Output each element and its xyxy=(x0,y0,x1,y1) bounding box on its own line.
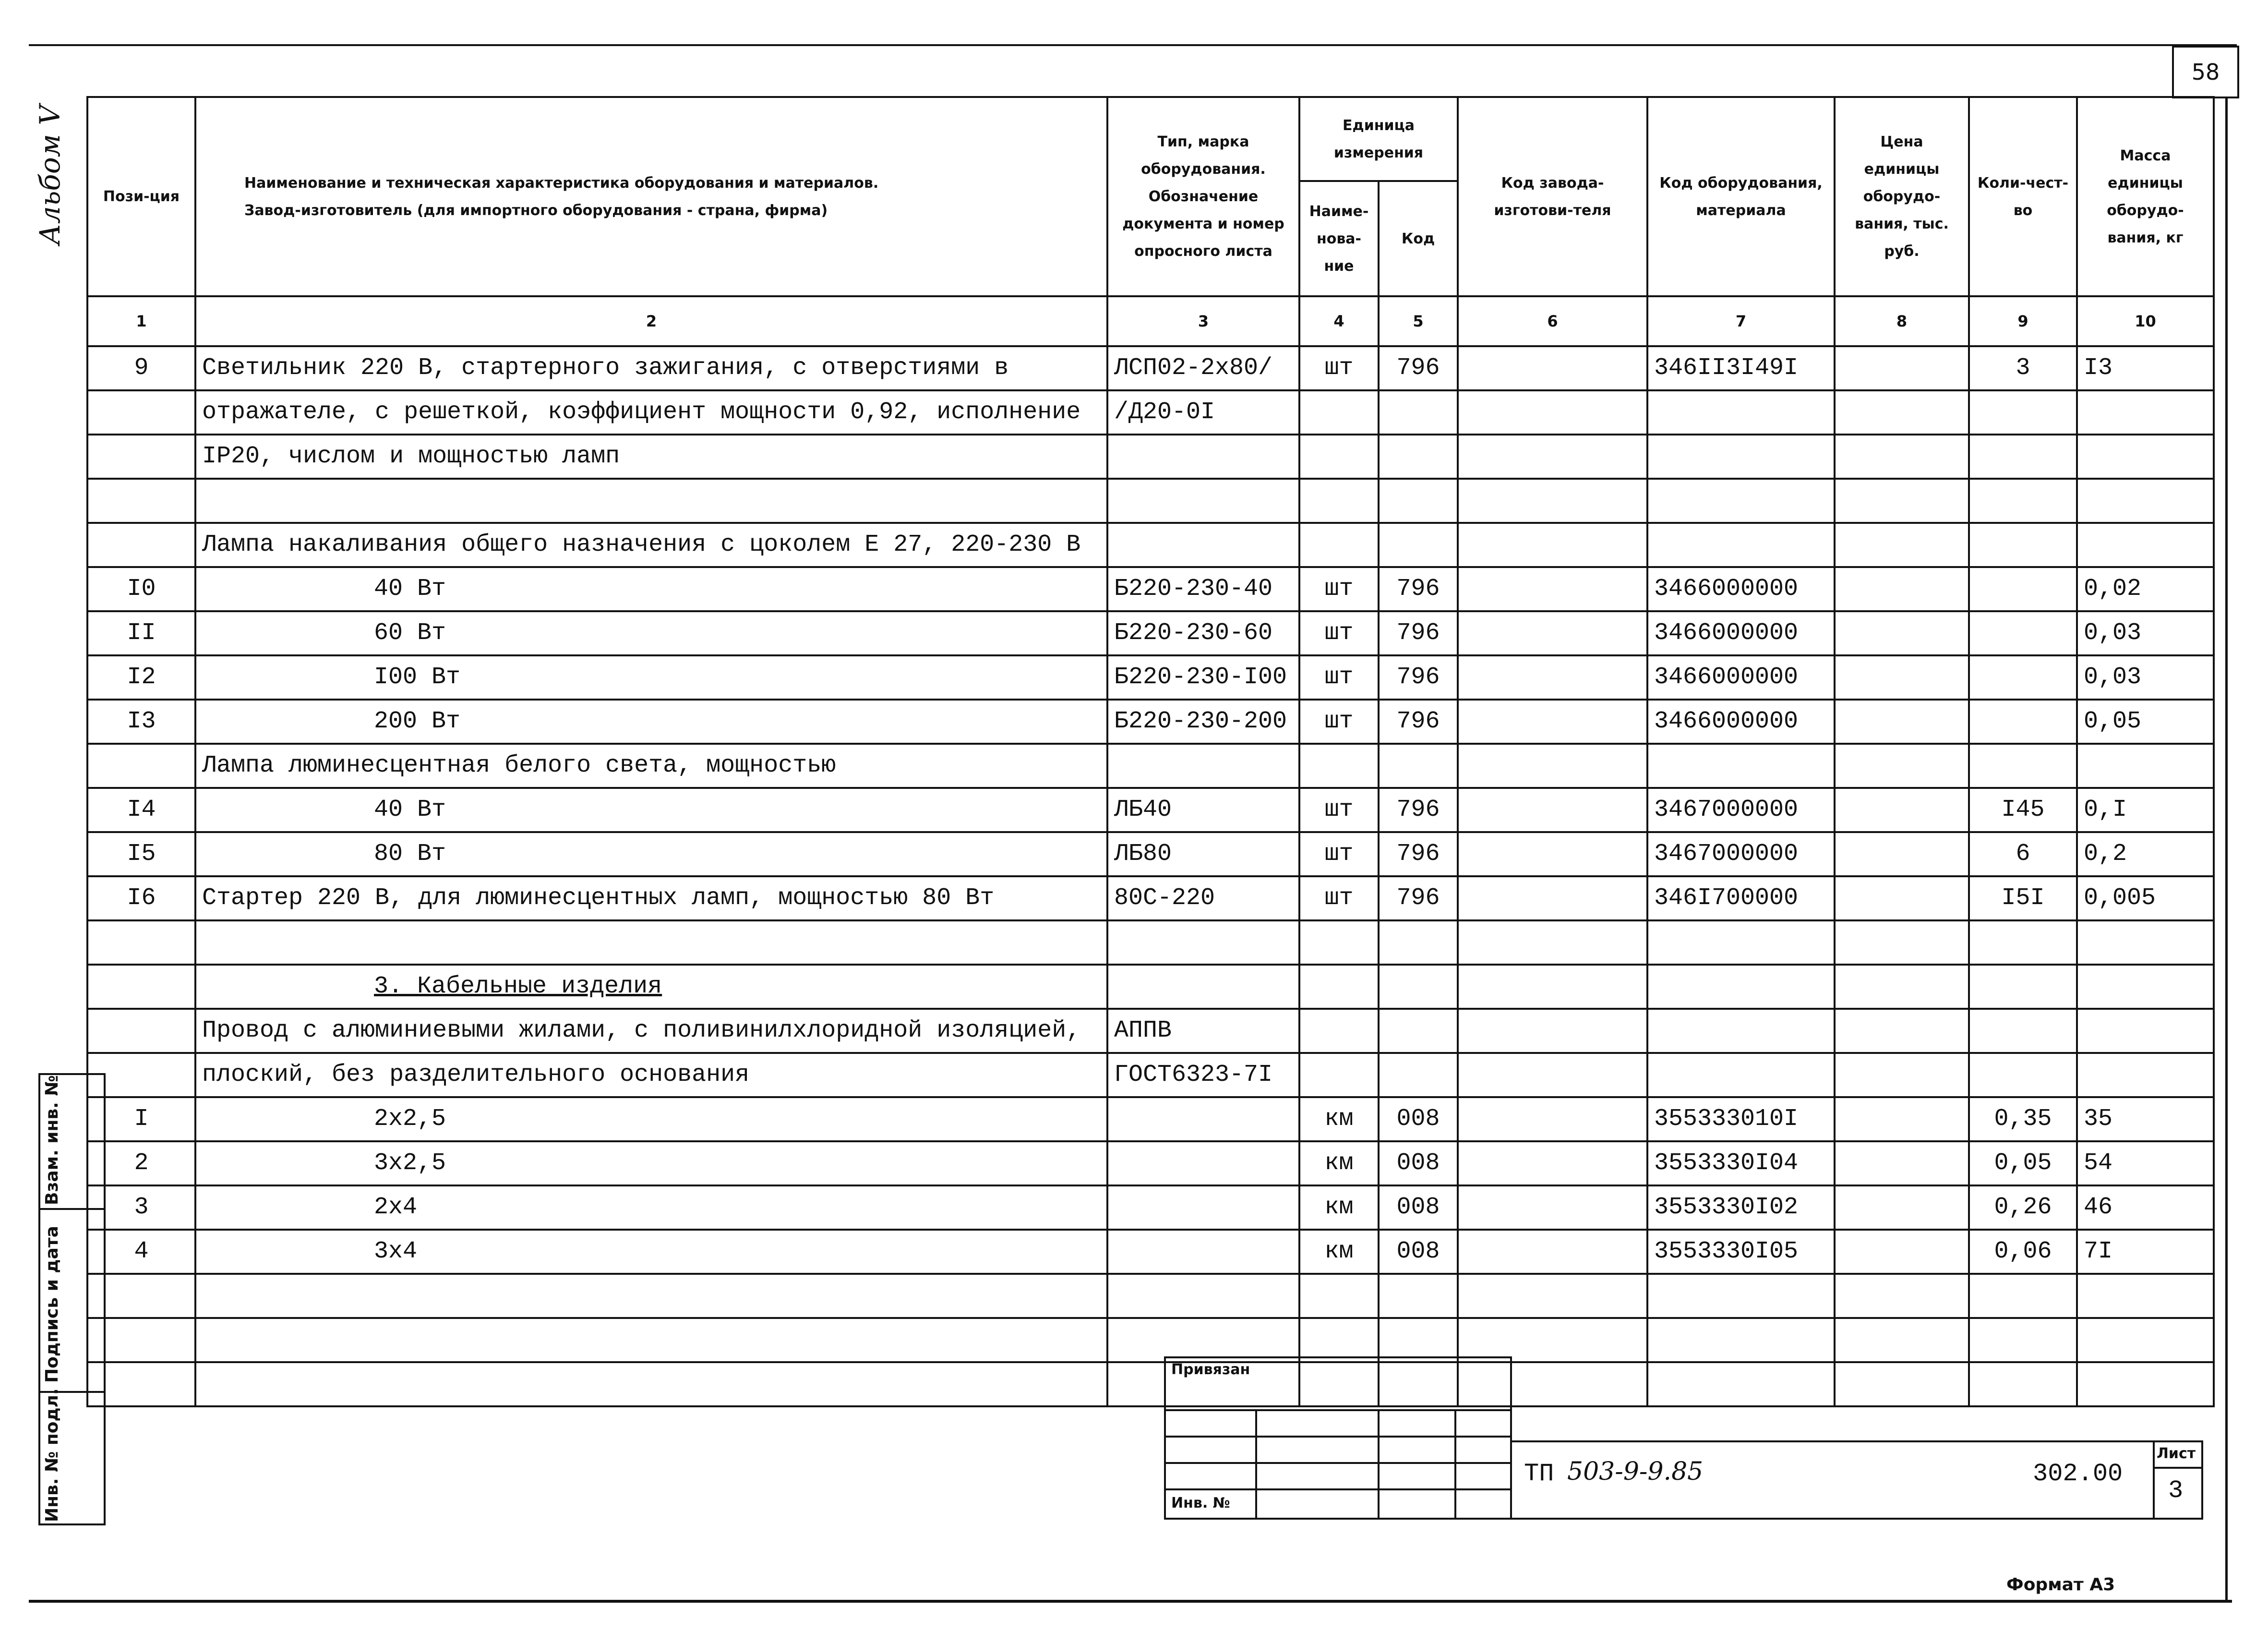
doc-code: 302.00 xyxy=(2033,1460,2123,1488)
table-row xyxy=(87,390,2214,435)
cell-position: I3 xyxy=(87,700,195,744)
cell-type xyxy=(1107,1230,1299,1274)
specification-table xyxy=(86,96,2215,1407)
table-row xyxy=(87,788,2214,832)
table-row xyxy=(87,1318,2214,1362)
cell-type xyxy=(1107,435,1299,479)
cell-name: Лампа накаливания общего назначения с цоколем Е 27, 220-230 В xyxy=(195,523,1107,567)
header-position: Пози-ция xyxy=(87,97,195,296)
cell-name xyxy=(195,1318,1107,1362)
col-number: 8 xyxy=(1835,296,1969,346)
cell-equipment-code xyxy=(1647,1009,1835,1053)
cell-mass xyxy=(2077,390,2214,435)
cell-name: 3х4 xyxy=(195,1230,1107,1274)
cell-equipment-code: 3466000000 xyxy=(1647,655,1835,700)
cell-type xyxy=(1107,1274,1299,1318)
cell-quantity xyxy=(1969,920,2077,965)
cell-name: Провод с алюминиевыми жилами, с поливинилхлоридной изоляцией, xyxy=(195,1009,1107,1053)
cell-type: ЛБ40 xyxy=(1107,788,1299,832)
cell-quantity: I45 xyxy=(1969,788,2077,832)
format-label: Формат А3 xyxy=(2006,1575,2115,1595)
cell-equipment-code: 3553330I02 xyxy=(1647,1185,1835,1230)
cell-factory-code xyxy=(1458,965,1647,1009)
header-unit-group: Единица измерения xyxy=(1299,97,1458,181)
cell-unit: км xyxy=(1299,1185,1379,1230)
cell-position: I xyxy=(87,1097,195,1141)
cell-price xyxy=(1835,523,1969,567)
cell-factory-code xyxy=(1458,788,1647,832)
cell-unit-code: 008 xyxy=(1379,1230,1458,1274)
cell-quantity xyxy=(1969,390,2077,435)
cell-name: 80 Вт xyxy=(195,832,1107,876)
cell-price xyxy=(1835,1141,1969,1185)
cell-mass: 0,05 xyxy=(2077,700,2214,744)
header-mass: Масса единицы оборудо-вания, кг xyxy=(2077,97,2214,296)
table-row xyxy=(87,1230,2214,1274)
cell-unit xyxy=(1299,1274,1379,1318)
cell-factory-code xyxy=(1458,1230,1647,1274)
cell-name: 40 Вт xyxy=(195,567,1107,611)
cell-mass xyxy=(2077,479,2214,523)
cell-factory-code xyxy=(1458,1185,1647,1230)
cell-name xyxy=(195,479,1107,523)
cell-type xyxy=(1107,1185,1299,1230)
cell-quantity xyxy=(1969,700,2077,744)
cell-unit-code xyxy=(1379,1274,1458,1318)
cell-type: АППВ xyxy=(1107,1009,1299,1053)
col-number: 3 xyxy=(1107,296,1299,346)
col-number: 2 xyxy=(195,296,1107,346)
cell-equipment-code xyxy=(1647,390,1835,435)
table-row xyxy=(87,1141,2214,1185)
cell-quantity xyxy=(1969,1009,2077,1053)
table-row xyxy=(87,965,2214,1009)
cell-position: 3 xyxy=(87,1185,195,1230)
cell-equipment-code: 3466000000 xyxy=(1647,700,1835,744)
cell-name: Стартер 220 В, для люминесцентных ламп, мощностью 80 Вт xyxy=(195,876,1107,920)
cell-equipment-code: 346I700000 xyxy=(1647,876,1835,920)
col-number: 7 xyxy=(1647,296,1835,346)
cell-price xyxy=(1835,832,1969,876)
cell-type xyxy=(1107,1097,1299,1141)
tp-code: 503-9-9.85 xyxy=(1567,1457,1704,1486)
cell-unit-code xyxy=(1379,479,1458,523)
table-row xyxy=(87,744,2214,788)
cell-position: I6 xyxy=(87,876,195,920)
cell-mass: I3 xyxy=(2077,346,2214,390)
cell-price xyxy=(1835,1274,1969,1318)
side-label-vzam: Взам. инв. № xyxy=(42,1075,62,1205)
cell-quantity xyxy=(1969,1274,2077,1318)
right-frame-line xyxy=(2225,98,2228,1601)
header-name xyxy=(195,97,1107,296)
cell-unit-code: 796 xyxy=(1379,655,1458,700)
cell-unit-code xyxy=(1379,1318,1458,1362)
cell-position: I4 xyxy=(87,788,195,832)
cell-unit-code: 796 xyxy=(1379,832,1458,876)
col-number: 1 xyxy=(87,296,195,346)
cell-equipment-code xyxy=(1647,1274,1835,1318)
cell-quantity xyxy=(1969,435,2077,479)
cell-unit xyxy=(1299,523,1379,567)
cell-type xyxy=(1107,965,1299,1009)
cell-name: 3х2,5 xyxy=(195,1141,1107,1185)
column-number-row xyxy=(87,296,2214,346)
page-number: 58 xyxy=(2172,46,2239,98)
cell-mass: 35 xyxy=(2077,1097,2214,1141)
cell-unit-code xyxy=(1379,965,1458,1009)
header-type: Тип, марка оборудования. Обозначение документа и номер опросного листа xyxy=(1107,97,1299,296)
cell-name: 200 Вт xyxy=(195,700,1107,744)
cell-type xyxy=(1107,920,1299,965)
cell-type xyxy=(1107,744,1299,788)
cell-position xyxy=(87,390,195,435)
cell-factory-code xyxy=(1458,1053,1647,1097)
cell-unit xyxy=(1299,479,1379,523)
cell-type: Б220-230-200 xyxy=(1107,700,1299,744)
cell-factory-code xyxy=(1458,832,1647,876)
cell-price xyxy=(1835,1009,1969,1053)
cell-quantity: 0,26 xyxy=(1969,1185,2077,1230)
cell-equipment-code: 355333010I xyxy=(1647,1097,1835,1141)
cell-type: Б220-230-40 xyxy=(1107,567,1299,611)
cell-price xyxy=(1835,920,1969,965)
cell-unit xyxy=(1299,1009,1379,1053)
cell-name: 60 Вт xyxy=(195,611,1107,655)
cell-position xyxy=(87,1009,195,1053)
cell-position xyxy=(87,523,195,567)
cell-mass: 46 xyxy=(2077,1185,2214,1230)
cell-quantity xyxy=(1969,523,2077,567)
cell-unit-code: 008 xyxy=(1379,1097,1458,1141)
cell-equipment-code: 3553330I04 xyxy=(1647,1141,1835,1185)
cell-type: ЛБ80 xyxy=(1107,832,1299,876)
cell-price xyxy=(1835,567,1969,611)
cell-factory-code xyxy=(1458,1318,1647,1362)
cell-price xyxy=(1835,390,1969,435)
cell-position: I0 xyxy=(87,567,195,611)
cell-unit-code xyxy=(1379,390,1458,435)
cell-quantity xyxy=(1969,1053,2077,1097)
table-row xyxy=(87,920,2214,965)
cell-equipment-code: 3466000000 xyxy=(1647,611,1835,655)
cell-factory-code xyxy=(1458,920,1647,965)
privyazan-label: Привязан xyxy=(1171,1361,1250,1378)
cell-type xyxy=(1107,1141,1299,1185)
sheet-value: 3 xyxy=(2168,1476,2184,1505)
cell-unit: шт xyxy=(1299,611,1379,655)
header-unit-name: Наиме-нова-ние xyxy=(1299,181,1379,296)
cell-mass: 0,I xyxy=(2077,788,2214,832)
cell-equipment-code xyxy=(1647,920,1835,965)
cell-position xyxy=(87,965,195,1009)
cell-factory-code xyxy=(1458,435,1647,479)
cell-type xyxy=(1107,523,1299,567)
cell-unit-code: 796 xyxy=(1379,700,1458,744)
top-frame-line xyxy=(29,44,2237,46)
table-row xyxy=(87,1274,2214,1318)
sheet-label: Лист xyxy=(2157,1445,2196,1462)
cell-unit-code: 796 xyxy=(1379,346,1458,390)
cell-price xyxy=(1835,1097,1969,1141)
cell-name: 3. Кабельные изделия xyxy=(195,965,1107,1009)
cell-position xyxy=(87,920,195,965)
cell-mass xyxy=(2077,1318,2214,1362)
cell-unit-code xyxy=(1379,920,1458,965)
cell-position: 9 xyxy=(87,346,195,390)
cell-price xyxy=(1835,965,1969,1009)
cell-position: I2 xyxy=(87,655,195,700)
table-row xyxy=(87,435,2214,479)
cell-name: IP20, числом и мощностью ламп xyxy=(195,435,1107,479)
cell-price xyxy=(1835,876,1969,920)
cell-quantity xyxy=(1969,965,2077,1009)
cell-equipment-code: 346II3I49I xyxy=(1647,346,1835,390)
cell-name: 2х2,5 xyxy=(195,1097,1107,1141)
cell-unit xyxy=(1299,920,1379,965)
cell-unit: км xyxy=(1299,1141,1379,1185)
cell-mass xyxy=(2077,1053,2214,1097)
cell-price xyxy=(1835,479,1969,523)
cell-unit-code xyxy=(1379,523,1458,567)
cell-mass: 7I xyxy=(2077,1230,2214,1274)
cell-price xyxy=(1835,788,1969,832)
cell-factory-code xyxy=(1458,390,1647,435)
cell-price xyxy=(1835,655,1969,700)
cell-mass xyxy=(2077,523,2214,567)
cell-quantity xyxy=(1969,611,2077,655)
cell-factory-code xyxy=(1458,346,1647,390)
cell-factory-code xyxy=(1458,523,1647,567)
cell-equipment-code: 3466000000 xyxy=(1647,567,1835,611)
cell-name xyxy=(195,1362,1107,1406)
cell-price xyxy=(1835,744,1969,788)
cell-factory-code xyxy=(1458,611,1647,655)
cell-type: Б220-230-I00 xyxy=(1107,655,1299,700)
table-row xyxy=(87,1185,2214,1230)
header-equipment-code: Код оборудования, материала xyxy=(1647,97,1835,296)
table-row xyxy=(87,1053,2214,1097)
bottom-frame-line xyxy=(29,1600,2232,1603)
cell-name xyxy=(195,920,1107,965)
cell-name: Лампа люминесцентная белого света, мощностью xyxy=(195,744,1107,788)
cell-factory-code xyxy=(1458,744,1647,788)
cell-name: Светильник 220 В, стартерного зажигания, с отверстиями в xyxy=(195,346,1107,390)
cell-type: ЛСП02-2х80/ xyxy=(1107,346,1299,390)
cell-unit-code: 796 xyxy=(1379,567,1458,611)
cell-mass xyxy=(2077,965,2214,1009)
header-name-line2: Завод-изготовитель (для импортного оборудования - страна, фирма) xyxy=(244,202,828,219)
cell-position xyxy=(87,744,195,788)
table-row xyxy=(87,655,2214,700)
table-row xyxy=(87,1097,2214,1141)
cell-price xyxy=(1835,1318,1969,1362)
cell-equipment-code xyxy=(1647,965,1835,1009)
cell-equipment-code: 3553330I05 xyxy=(1647,1230,1835,1274)
cell-equipment-code xyxy=(1647,523,1835,567)
cell-unit xyxy=(1299,1053,1379,1097)
cell-quantity: 0,06 xyxy=(1969,1230,2077,1274)
cell-unit: шт xyxy=(1299,876,1379,920)
cell-unit: шт xyxy=(1299,700,1379,744)
cell-factory-code xyxy=(1458,700,1647,744)
cell-mass: 0,03 xyxy=(2077,611,2214,655)
cell-quantity xyxy=(1969,479,2077,523)
cell-mass: 0,2 xyxy=(2077,832,2214,876)
cell-equipment-code: 3467000000 xyxy=(1647,832,1835,876)
cell-mass xyxy=(2077,435,2214,479)
cell-factory-code xyxy=(1458,567,1647,611)
cell-equipment-code xyxy=(1647,744,1835,788)
cell-type xyxy=(1107,1318,1299,1362)
cell-quantity xyxy=(1969,567,2077,611)
cell-type: ГОСТ6323-7I xyxy=(1107,1053,1299,1097)
cell-name: I00 Вт xyxy=(195,655,1107,700)
tp-prefix: ТП xyxy=(1524,1460,1554,1488)
cell-position xyxy=(87,435,195,479)
cell-name xyxy=(195,1274,1107,1318)
cell-unit-code xyxy=(1379,1009,1458,1053)
cell-equipment-code xyxy=(1647,1053,1835,1097)
header-unit-code: Код xyxy=(1379,181,1458,296)
cell-mass: 54 xyxy=(2077,1141,2214,1185)
cell-position: 4 xyxy=(87,1230,195,1274)
cell-position: I5 xyxy=(87,832,195,876)
cell-factory-code xyxy=(1458,1097,1647,1141)
cell-type xyxy=(1107,479,1299,523)
inv-no-label: Инв. № xyxy=(1171,1495,1230,1511)
cell-quantity xyxy=(1969,1318,2077,1362)
cell-quantity: 3 xyxy=(1969,346,2077,390)
cell-unit: шт xyxy=(1299,832,1379,876)
cell-equipment-code xyxy=(1647,435,1835,479)
table-row xyxy=(87,567,2214,611)
cell-factory-code xyxy=(1458,1274,1647,1318)
cell-price xyxy=(1835,1053,1969,1097)
header-factory-code: Код завода-изготови-теля xyxy=(1458,97,1647,296)
cell-position: II xyxy=(87,611,195,655)
table-row xyxy=(87,479,2214,523)
header-name-line1: Наименование и техническая характеристика оборудования и материалов. xyxy=(244,174,879,192)
col-number: 9 xyxy=(1969,296,2077,346)
cell-unit: шт xyxy=(1299,655,1379,700)
cell-equipment-code xyxy=(1647,1318,1835,1362)
cell-unit xyxy=(1299,744,1379,788)
cell-mass xyxy=(2077,920,2214,965)
cell-unit-code: 796 xyxy=(1379,788,1458,832)
table-row xyxy=(87,832,2214,876)
cell-unit: шт xyxy=(1299,346,1379,390)
cell-quantity xyxy=(1969,744,2077,788)
table-row xyxy=(87,611,2214,655)
col-number: 4 xyxy=(1299,296,1379,346)
cell-factory-code xyxy=(1458,1141,1647,1185)
side-label-inv-podl: Инв. № подл. xyxy=(42,1388,62,1522)
cell-unit: км xyxy=(1299,1097,1379,1141)
col-number: 6 xyxy=(1458,296,1647,346)
col-number: 5 xyxy=(1379,296,1458,346)
cell-name: 40 Вт xyxy=(195,788,1107,832)
cell-type: 80С-220 xyxy=(1107,876,1299,920)
side-label-podpis: Подпись и дата xyxy=(42,1226,62,1383)
cell-factory-code xyxy=(1458,876,1647,920)
cell-equipment-code: 3467000000 xyxy=(1647,788,1835,832)
table-row xyxy=(87,1009,2214,1053)
album-label: Альбом V xyxy=(34,105,66,245)
cell-price xyxy=(1835,346,1969,390)
cell-mass xyxy=(2077,744,2214,788)
cell-unit: шт xyxy=(1299,788,1379,832)
col-number: 10 xyxy=(2077,296,2214,346)
cell-type: Б220-230-60 xyxy=(1107,611,1299,655)
cell-quantity: 6 xyxy=(1969,832,2077,876)
table-row xyxy=(87,876,2214,920)
cell-unit xyxy=(1299,390,1379,435)
cell-position xyxy=(87,479,195,523)
cell-price xyxy=(1835,1230,1969,1274)
cell-unit xyxy=(1299,965,1379,1009)
cell-unit-code xyxy=(1379,435,1458,479)
cell-unit-code: 008 xyxy=(1379,1141,1458,1185)
cell-name: плоский, без разделительного основания xyxy=(195,1053,1107,1097)
cell-unit-code xyxy=(1379,1053,1458,1097)
cell-price xyxy=(1835,1185,1969,1230)
cell-factory-code xyxy=(1458,1009,1647,1053)
cell-name: отражателе, с решеткой, коэффициент мощности 0,92, исполнение xyxy=(195,390,1107,435)
cell-unit xyxy=(1299,1318,1379,1362)
header-price: Цена единицы оборудо-вания, тыс. руб. xyxy=(1835,97,1969,296)
table-row xyxy=(87,346,2214,390)
cell-mass: 0,02 xyxy=(2077,567,2214,611)
cell-mass: 0,03 xyxy=(2077,655,2214,700)
cell-unit xyxy=(1299,435,1379,479)
cell-position: 2 xyxy=(87,1141,195,1185)
cell-factory-code xyxy=(1458,655,1647,700)
cell-quantity: 0,05 xyxy=(1969,1141,2077,1185)
cell-quantity: 0,35 xyxy=(1969,1097,2077,1141)
cell-factory-code xyxy=(1458,479,1647,523)
cell-unit-code: 796 xyxy=(1379,611,1458,655)
header-quantity: Коли-чест-во xyxy=(1969,97,2077,296)
cell-quantity: I5I xyxy=(1969,876,2077,920)
cell-price xyxy=(1835,700,1969,744)
table-row xyxy=(87,523,2214,567)
cell-quantity xyxy=(1969,655,2077,700)
cell-mass: 0,005 xyxy=(2077,876,2214,920)
cell-mass xyxy=(2077,1274,2214,1318)
cell-price xyxy=(1835,611,1969,655)
cell-mass xyxy=(2077,1009,2214,1053)
cell-name: 2х4 xyxy=(195,1185,1107,1230)
title-block xyxy=(1164,1356,2203,1520)
cell-unit-code: 796 xyxy=(1379,876,1458,920)
cell-unit: км xyxy=(1299,1230,1379,1274)
cell-equipment-code xyxy=(1647,479,1835,523)
cell-type: /Д20-0I xyxy=(1107,390,1299,435)
cell-price xyxy=(1835,435,1969,479)
cell-unit-code: 008 xyxy=(1379,1185,1458,1230)
cell-unit-code xyxy=(1379,744,1458,788)
cell-unit: шт xyxy=(1299,567,1379,611)
table-row xyxy=(87,700,2214,744)
